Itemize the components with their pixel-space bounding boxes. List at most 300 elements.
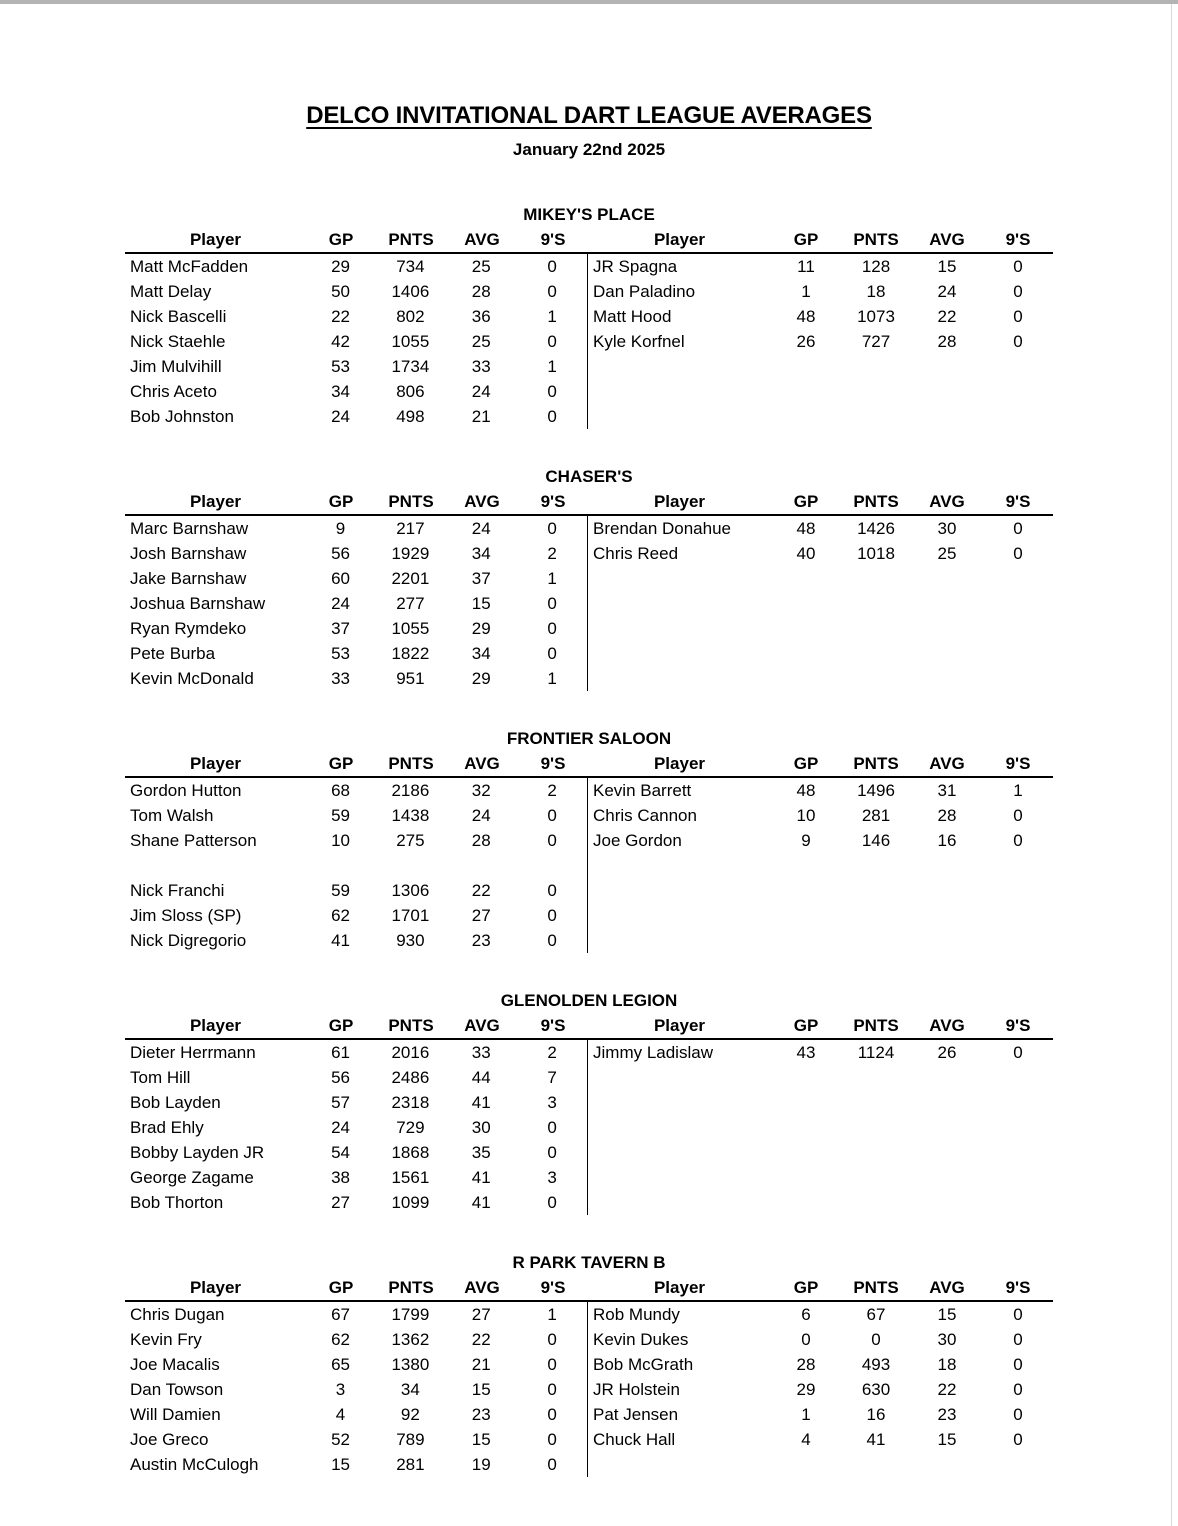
table-row (125, 1140, 587, 1165)
cell-gp: 38 (331, 1167, 350, 1187)
cell-player: JR Spagna (593, 256, 678, 276)
table-row (125, 404, 587, 429)
table-row (125, 878, 587, 903)
cell-player: Kevin Fry (130, 1329, 202, 1349)
cell-avg: 23 (471, 1404, 491, 1424)
column-header-avg: AVG (464, 230, 500, 249)
column-header-pnts: PNTS (853, 754, 899, 773)
column-header-avg: AVG (464, 754, 500, 773)
venue-section-2 (125, 729, 1053, 953)
cell-pnts: 1822 (391, 643, 430, 663)
table-row (125, 591, 587, 616)
cell-9s: 0 (547, 1379, 557, 1399)
cell-9s: 0 (547, 593, 557, 613)
cell-avg: 24 (471, 381, 491, 401)
cell-avg: 35 (471, 1142, 491, 1162)
column-header-avg: AVG (464, 492, 500, 511)
cell-player: Chris Cannon (593, 805, 697, 825)
cell-pnts: 18 (866, 281, 886, 301)
cell-gp: 1 (801, 1404, 811, 1424)
cell-player: Chuck Hall (593, 1429, 676, 1449)
column-header-avg: AVG (929, 492, 965, 511)
table-body (125, 516, 1053, 691)
cell-gp: 68 (331, 780, 350, 800)
cell-9s: 0 (1013, 256, 1023, 276)
cell-pnts: 275 (396, 830, 425, 850)
cell-9s: 2 (547, 543, 557, 563)
table-row (588, 516, 1053, 541)
table-row (125, 1327, 587, 1352)
cell-avg: 16 (937, 830, 957, 850)
table-row (588, 1302, 1053, 1327)
column-header-avg: AVG (929, 754, 965, 773)
cell-avg: 22 (937, 1379, 957, 1399)
cell-gp: 53 (331, 643, 350, 663)
table-row (588, 1402, 1053, 1427)
cell-avg: 41 (471, 1167, 491, 1187)
table-row (588, 1352, 1053, 1377)
cell-9s: 0 (547, 1117, 557, 1137)
venue-title: CHASER'S (545, 467, 633, 486)
column-header-gp: GP (328, 1278, 354, 1297)
cell-player: Jimmy Ladislaw (593, 1042, 713, 1062)
rows-right (588, 1302, 1053, 1477)
cell-9s: 0 (1013, 306, 1023, 326)
cell-player: Marc Barnshaw (130, 518, 249, 538)
cell-pnts: 277 (396, 593, 425, 613)
rows-left (125, 254, 588, 429)
cell-9s: 0 (1013, 1404, 1023, 1424)
cell-pnts: 1099 (391, 1192, 430, 1212)
table-row (125, 1452, 587, 1477)
cell-pnts: 1868 (391, 1142, 430, 1162)
cell-player: Gordon Hutton (130, 780, 242, 800)
cell-gp: 50 (331, 281, 350, 301)
cell-player: Nick Bascelli (130, 306, 227, 326)
column-header-9s: 9'S (540, 1016, 566, 1035)
cell-avg: 28 (937, 331, 957, 351)
cell-pnts: 67 (866, 1304, 886, 1324)
column-header-gp: GP (793, 1016, 819, 1035)
cell-gp: 43 (796, 1042, 816, 1062)
cell-player: Joe Macalis (130, 1354, 220, 1374)
cell-9s: 0 (1013, 830, 1023, 850)
cell-player: Austin McCulogh (130, 1454, 259, 1474)
cell-9s: 0 (1013, 1354, 1023, 1374)
cell-avg: 19 (471, 1454, 491, 1474)
cell-player: Nick Franchi (130, 880, 225, 900)
cell-player: George Zagame (130, 1167, 254, 1187)
cell-pnts: 2486 (391, 1067, 430, 1087)
cell-9s: 0 (547, 381, 557, 401)
cell-gp: 65 (331, 1354, 350, 1374)
cell-9s: 0 (547, 331, 557, 351)
column-header-gp: GP (793, 492, 819, 511)
cell-pnts: 1055 (391, 618, 430, 638)
table-row (125, 1302, 587, 1327)
rows-right (588, 254, 1053, 429)
cell-avg: 15 (471, 1379, 491, 1399)
table-row (125, 566, 587, 591)
venue-title: R PARK TAVERN B (512, 1253, 666, 1272)
cell-gp: 56 (331, 1067, 350, 1087)
cell-gp: 61 (331, 1042, 350, 1062)
rows-right (588, 778, 1053, 953)
cell-pnts: 2016 (391, 1042, 430, 1062)
table-row (125, 1427, 587, 1452)
table-row (125, 1402, 587, 1427)
table-row (125, 666, 587, 691)
cell-gp: 48 (796, 780, 816, 800)
cell-avg: 30 (471, 1117, 491, 1137)
cell-gp: 4 (801, 1429, 811, 1449)
table-row (125, 279, 587, 304)
cell-avg: 34 (471, 643, 491, 663)
cell-9s: 7 (547, 1067, 557, 1087)
cell-avg: 29 (471, 668, 491, 688)
column-header-pnts: PNTS (388, 1016, 434, 1035)
cell-player: Josh Barnshaw (130, 543, 247, 563)
column-header-pnts: PNTS (388, 492, 434, 511)
cell-player: Will Damien (130, 1404, 221, 1424)
cell-avg: 24 (471, 518, 491, 538)
column-header-9s: 9'S (540, 230, 566, 249)
cell-player: Matt Delay (130, 281, 212, 301)
cell-avg: 28 (471, 281, 491, 301)
cell-avg: 23 (937, 1404, 957, 1424)
cell-9s: 0 (547, 406, 557, 426)
page-title: DELCO INVITATIONAL DART LEAGUE AVERAGES (306, 102, 872, 129)
cell-pnts: 41 (866, 1429, 886, 1449)
cell-pnts: 630 (861, 1379, 891, 1399)
cell-9s: 0 (547, 1429, 557, 1449)
cell-gp: 24 (331, 1117, 350, 1137)
cell-player: Joe Greco (130, 1429, 209, 1449)
table-row (588, 1377, 1053, 1402)
cell-9s: 0 (547, 643, 557, 663)
table-row (125, 1377, 587, 1402)
column-header-pnts: PNTS (853, 230, 899, 249)
cell-9s: 0 (547, 281, 557, 301)
table-row (125, 1065, 587, 1090)
column-header-9s: 9'S (1005, 230, 1031, 249)
cell-player: Chris Dugan (130, 1304, 225, 1324)
cell-gp: 53 (331, 356, 350, 376)
cell-pnts: 128 (861, 256, 891, 276)
cell-pnts: 1406 (391, 281, 430, 301)
cell-avg: 31 (937, 780, 957, 800)
cell-pnts: 2318 (391, 1092, 430, 1112)
cell-avg: 25 (471, 331, 491, 351)
table-row (588, 1040, 1053, 1065)
cell-gp: 33 (331, 668, 350, 688)
rows-right (588, 516, 1053, 691)
column-header-avg: AVG (929, 1278, 965, 1297)
cell-avg: 21 (471, 406, 491, 426)
cell-pnts: 281 (396, 1454, 425, 1474)
cell-9s: 3 (547, 1092, 557, 1112)
cell-avg: 21 (471, 1354, 491, 1374)
table-row (125, 254, 587, 279)
cell-9s: 1 (547, 1304, 557, 1324)
header-half-left (125, 230, 588, 250)
cell-9s: 3 (547, 1167, 557, 1187)
cell-avg: 34 (471, 543, 491, 563)
column-header-player: Player (189, 1016, 242, 1035)
cell-9s: 0 (1013, 1304, 1023, 1324)
cell-pnts: 498 (396, 406, 425, 426)
column-header-9s: 9'S (1005, 492, 1031, 511)
venue-section-0 (125, 205, 1053, 429)
cell-9s: 0 (1013, 331, 1023, 351)
cell-player: Bob Thorton (130, 1192, 224, 1212)
cell-9s: 0 (547, 1329, 557, 1349)
table-row (125, 329, 587, 354)
cell-avg: 22 (937, 306, 957, 326)
column-header-avg: AVG (464, 1016, 500, 1035)
cell-9s: 0 (547, 1192, 557, 1212)
venue-title: GLENOLDEN LEGION (500, 991, 678, 1010)
cell-gp: 57 (331, 1092, 350, 1112)
cell-9s: 0 (547, 1404, 557, 1424)
table-row (125, 828, 587, 853)
cell-gp: 6 (801, 1304, 811, 1324)
rows-left (125, 778, 588, 953)
cell-gp: 67 (331, 1304, 350, 1324)
header-half-left (125, 492, 588, 512)
column-header-9s: 9'S (1005, 754, 1031, 773)
table-row (125, 853, 587, 878)
cell-player: Jim Sloss (SP) (130, 905, 242, 925)
cell-player: Chris Aceto (130, 381, 217, 401)
cell-player: Chris Reed (593, 543, 679, 563)
cell-gp: 10 (331, 830, 350, 850)
cell-player: Pat Jensen (593, 1404, 679, 1424)
cell-pnts: 1055 (391, 331, 430, 351)
cell-player: Jim Mulvihill (130, 356, 222, 376)
cell-gp: 48 (796, 306, 816, 326)
column-header-player: Player (653, 1016, 706, 1035)
cell-avg: 44 (471, 1067, 491, 1087)
cell-pnts: 1306 (391, 880, 430, 900)
cell-avg: 15 (937, 1304, 957, 1324)
column-header-avg: AVG (929, 1016, 965, 1035)
cell-9s: 0 (547, 1454, 557, 1474)
cell-pnts: 1426 (857, 518, 895, 538)
cell-avg: 30 (937, 518, 957, 538)
sections-container (125, 205, 1053, 1477)
cell-9s: 0 (547, 880, 557, 900)
table-row (125, 903, 587, 928)
cell-pnts: 0 (871, 1329, 881, 1349)
cell-9s: 0 (547, 1354, 557, 1374)
cell-player: Dan Towson (130, 1379, 224, 1399)
table-row (588, 279, 1053, 304)
table-row (125, 641, 587, 666)
cell-player: Dieter Herrmann (130, 1042, 256, 1062)
cell-gp: 54 (331, 1142, 350, 1162)
cell-pnts: 1799 (391, 1304, 430, 1324)
cell-player: Rob Mundy (593, 1304, 680, 1324)
cell-pnts: 1362 (391, 1329, 430, 1349)
cell-9s: 0 (547, 256, 557, 276)
cell-gp: 52 (331, 1429, 350, 1449)
cell-9s: 0 (1013, 805, 1023, 825)
cell-player: Tom Walsh (130, 805, 214, 825)
table-row (125, 1165, 587, 1190)
cell-player: Pete Burba (130, 643, 216, 663)
cell-pnts: 1929 (391, 543, 430, 563)
cell-pnts: 1734 (391, 356, 430, 376)
cell-9s: 2 (547, 1042, 557, 1062)
cell-gp: 29 (796, 1379, 816, 1399)
cell-gp: 4 (335, 1404, 346, 1424)
cell-gp: 26 (796, 331, 816, 351)
venue-section-4 (125, 1253, 1053, 1477)
cell-gp: 15 (331, 1454, 350, 1474)
cell-pnts: 1438 (391, 805, 430, 825)
cell-pnts: 92 (400, 1404, 420, 1424)
cell-avg: 36 (471, 306, 491, 326)
cell-player: Kyle Korfnel (593, 331, 685, 351)
cell-gp: 34 (331, 381, 350, 401)
table-row (588, 304, 1053, 329)
cell-player: Kevin Barrett (593, 780, 692, 800)
table-body (125, 1040, 1053, 1215)
cell-pnts: 2186 (391, 780, 430, 800)
cell-pnts: 1018 (857, 543, 895, 563)
table-row (588, 778, 1053, 803)
table-body (125, 778, 1053, 953)
cell-gp: 22 (331, 306, 350, 326)
cell-avg: 15 (937, 256, 957, 276)
cell-9s: 0 (1013, 1379, 1023, 1399)
cell-avg: 26 (937, 1042, 957, 1062)
cell-avg: 37 (471, 568, 491, 588)
column-header-gp: GP (328, 754, 354, 773)
cell-gp: 48 (796, 518, 816, 538)
cell-player: Bob McGrath (593, 1354, 694, 1374)
venue-section-3 (125, 991, 1053, 1215)
cell-avg: 32 (471, 780, 491, 800)
cell-gp: 24 (331, 406, 350, 426)
cell-gp: 40 (796, 543, 816, 563)
header-half-right (588, 230, 1053, 250)
cell-gp: 9 (335, 518, 346, 538)
header-half-left (125, 754, 588, 774)
cell-avg: 23 (471, 930, 491, 950)
cell-avg: 22 (471, 1329, 491, 1349)
cell-avg: 27 (471, 905, 491, 925)
cell-gp: 24 (331, 593, 350, 613)
cell-9s: 0 (1013, 518, 1023, 538)
cell-gp: 28 (796, 1354, 816, 1374)
table-row (588, 1327, 1053, 1352)
rows-left (125, 1040, 588, 1215)
cell-player: Ryan Rymdeko (130, 618, 247, 638)
venue-section-1 (125, 467, 1053, 691)
table-row (125, 379, 587, 404)
table-header-row (125, 754, 1053, 778)
cell-player: Joe Gordon (593, 830, 682, 850)
venue-title: MIKEY'S PLACE (523, 205, 655, 224)
column-header-player: Player (653, 1278, 706, 1297)
cell-gp: 0 (801, 1329, 811, 1349)
cell-9s: 0 (547, 830, 557, 850)
column-header-pnts: PNTS (388, 1278, 434, 1297)
table-row (588, 329, 1053, 354)
table-header-row (125, 230, 1053, 254)
cell-gp: 56 (331, 543, 350, 563)
column-header-player: Player (189, 1278, 242, 1297)
table-body (125, 254, 1053, 429)
cell-pnts: 727 (861, 331, 891, 351)
column-header-pnts: PNTS (853, 1016, 899, 1035)
cell-9s: 0 (1013, 1042, 1023, 1062)
page-right-edge (1171, 4, 1172, 1526)
column-header-gp: GP (793, 230, 819, 249)
cell-player: Tom Hill (130, 1067, 191, 1087)
table-header-row (125, 1278, 1053, 1302)
header-half-right (588, 1278, 1053, 1298)
table-row (125, 516, 587, 541)
table-row (125, 1190, 587, 1215)
cell-player: Joshua Barnshaw (130, 593, 266, 613)
cell-avg: 27 (471, 1304, 491, 1324)
cell-avg: 15 (937, 1429, 957, 1449)
cell-avg: 28 (471, 830, 491, 850)
cell-9s: 1 (547, 668, 557, 688)
cell-player: Kevin Dukes (593, 1329, 689, 1349)
cell-pnts: 16 (866, 1404, 886, 1424)
cell-9s: 0 (547, 905, 557, 925)
cell-gp: 3 (335, 1379, 346, 1399)
header-half-right (588, 754, 1053, 774)
cell-gp: 10 (796, 805, 816, 825)
cell-9s: 0 (547, 805, 557, 825)
cell-9s: 0 (1013, 1429, 1023, 1449)
cell-avg: 41 (471, 1192, 491, 1212)
column-header-pnts: PNTS (388, 754, 434, 773)
cell-pnts: 34 (400, 1379, 420, 1399)
cell-avg: 25 (471, 256, 491, 276)
table-row (588, 803, 1053, 828)
table-row (125, 616, 587, 641)
cell-pnts: 1701 (391, 905, 430, 925)
cell-avg: 41 (471, 1092, 491, 1112)
column-header-avg: AVG (929, 230, 965, 249)
header-half-left (125, 1278, 588, 1298)
cell-pnts: 2201 (391, 568, 430, 588)
header-half-right (588, 492, 1053, 512)
header-half-right (588, 1016, 1053, 1036)
cell-pnts: 1073 (857, 306, 895, 326)
cell-gp: 59 (331, 880, 350, 900)
table-row (588, 1427, 1053, 1452)
cell-pnts: 493 (861, 1354, 891, 1374)
cell-pnts: 217 (396, 518, 425, 538)
column-header-pnts: PNTS (853, 1278, 899, 1297)
table-row (125, 778, 587, 803)
cell-gp: 62 (331, 1329, 350, 1349)
table-row (125, 1352, 587, 1377)
cell-9s: 1 (547, 568, 557, 588)
table-row (588, 828, 1053, 853)
table-row (125, 803, 587, 828)
column-header-pnts: PNTS (853, 492, 899, 511)
cell-avg: 33 (471, 356, 491, 376)
cell-player: Bob Layden (130, 1092, 221, 1112)
